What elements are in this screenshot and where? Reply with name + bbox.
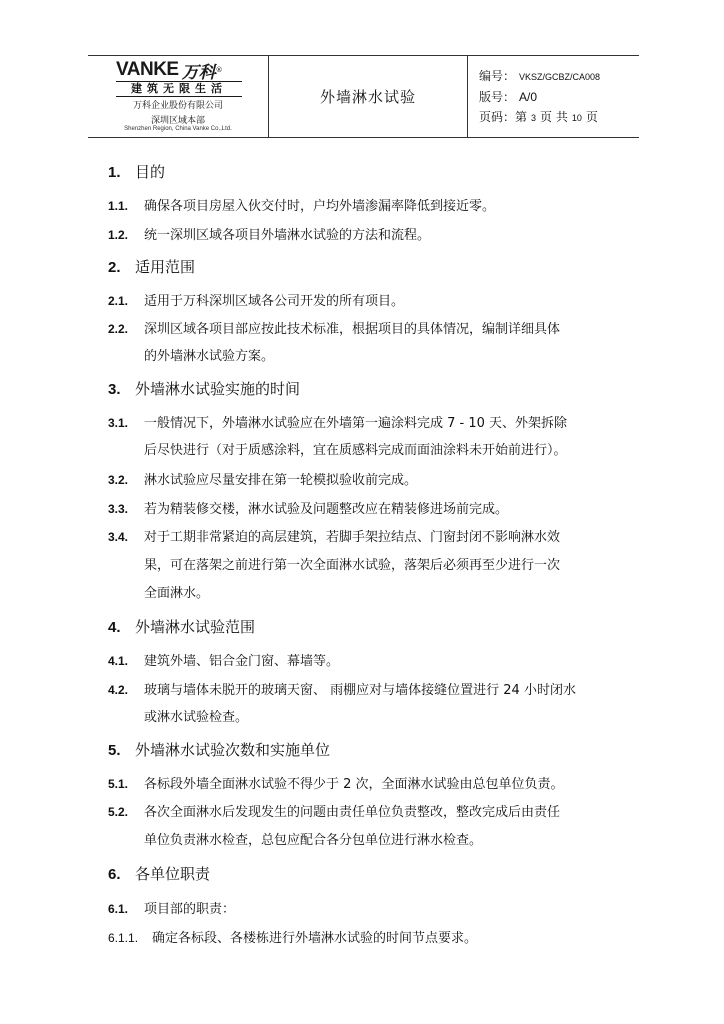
section-heading — [108, 863, 210, 884]
section-number: 2. — [108, 259, 121, 276]
sub-item-text: 确定各标段、各楼栋进行外墙淋水试验的时间节点要求。 — [152, 931, 478, 946]
item-number: 3.4. — [108, 530, 129, 544]
region-name: 深圳区域本部 — [150, 116, 205, 126]
code-label: 编号： — [479, 69, 516, 83]
version-value: A/0 — [519, 90, 538, 104]
section-number: 3. — [108, 381, 121, 398]
section-title: 外墙淋水试验实施的时间 — [135, 380, 301, 398]
section-heading — [108, 739, 330, 760]
version-row — [479, 88, 537, 105]
version-label: 版号： — [479, 90, 516, 104]
page-number: 3 — [531, 113, 537, 123]
list-item — [108, 801, 560, 820]
list-item — [108, 898, 235, 917]
item-number: 6.1. — [108, 902, 129, 916]
list-item — [108, 412, 567, 431]
sub-item-number: 6.1.1. — [108, 931, 139, 945]
section-title: 外墙淋水试验范围 — [135, 618, 256, 636]
item-number: 4.2. — [108, 683, 129, 697]
page-row — [479, 108, 598, 125]
item-number: 1.1. — [108, 199, 129, 213]
item-text: 适用于万科深圳区域各公司开发的所有项目。 — [144, 294, 405, 309]
company-name: 万科企业股份有限公司 — [132, 101, 223, 111]
item-continuation: 全面淋水。 — [144, 586, 210, 601]
item-number: 3.1. — [108, 416, 129, 430]
item-number: 4.1. — [108, 654, 129, 668]
section-heading — [108, 616, 255, 637]
list-item — [108, 526, 560, 545]
section-heading — [108, 378, 300, 399]
item-number: 5.2. — [108, 805, 129, 819]
code-row — [479, 67, 600, 84]
list-item — [108, 773, 564, 792]
item-text: 确保各项目房屋入伙交付时，户均外墙渗漏率降低到接近零。 — [144, 199, 496, 214]
section-title: 各单位职责 — [135, 865, 211, 883]
item-number: 2.1. — [108, 294, 129, 308]
list-item — [108, 318, 560, 337]
section-number: 5. — [108, 742, 121, 759]
page-label-prefix: 页码：第 — [479, 110, 528, 124]
item-continuation: 果，可在落架之前进行第一次全面淋水试验，落架后必须再至少进行一次 — [144, 558, 561, 573]
logo-latin-text: VANKE — [116, 59, 179, 80]
logo-cell — [88, 56, 269, 137]
item-number: 3.3. — [108, 502, 129, 516]
item-number: 3.2. — [108, 473, 129, 487]
item-text: 淋水试验应尽量安排在第一轮模拟验收前完成。 — [144, 473, 418, 488]
item-number: 2.2. — [108, 322, 129, 336]
list-item — [108, 290, 404, 309]
item-number: 1.2. — [108, 228, 129, 242]
document-header — [88, 55, 639, 138]
item-continuation: 或淋水试验检查。 — [144, 710, 249, 725]
section-number: 6. — [108, 866, 121, 883]
sub-list-item — [108, 927, 477, 946]
item-text: 对于工期非常紧迫的高层建筑，若脚手架拉结点、门窗封闭不影响淋水效 — [144, 530, 561, 545]
item-text: 若为精装修交楼，淋水试验及问题整改应在精装修进场前完成。 — [144, 502, 509, 517]
list-item — [108, 195, 495, 214]
item-text: 深圳区域各项目部应按此技术标准，根据项目的具体情况，编制详细具体 — [144, 322, 561, 337]
item-text: 一般情况下，外墙淋水试验应在外墙第一遍涂料完成 7 - 10 天、外架拆除 — [144, 416, 568, 431]
page-label-middle: 页 共 — [540, 110, 568, 124]
logo-slogan: 建筑无限生活 — [116, 81, 242, 97]
item-text: 统一深圳区域各项目外墙淋水试验的方法和流程。 — [144, 228, 431, 243]
section-title: 目的 — [135, 163, 166, 181]
item-text: 玻璃与墙体未脱开的玻璃天窗、 雨棚应对与墙体接缝位置进行 24 小时闭水 — [144, 683, 576, 698]
item-continuation: 的外墙淋水试验方案。 — [144, 349, 275, 364]
list-item — [108, 650, 339, 669]
page-total: 10 — [571, 113, 582, 123]
item-continuation: 后尽快进行（对于质感涂料，宜在质感料完成而面油涂料未开始前进行）。 — [144, 443, 567, 458]
vanke-logo — [116, 59, 240, 81]
section-title: 外墙淋水试验次数和实施单位 — [135, 741, 331, 759]
section-number: 1. — [108, 164, 121, 181]
list-item — [108, 469, 417, 488]
code-value: VKSZ/GCBZ/CA008 — [519, 72, 601, 82]
list-item — [108, 679, 576, 698]
list-item — [108, 224, 430, 243]
item-number: 5.1. — [108, 777, 129, 791]
item-text: 各次全面淋水后发现发生的问题由责任单位负责整改，整改完成后由责任 — [144, 805, 561, 820]
logo-chinese-text: 万科 — [181, 62, 216, 83]
item-continuation: 单位负责淋水检查，总包应配合各分包单位进行淋水检查。 — [144, 833, 483, 848]
registered-mark: ® — [215, 66, 223, 74]
section-heading — [108, 161, 165, 182]
page-label-suffix: 页 — [585, 110, 598, 124]
document-meta — [468, 56, 639, 137]
list-item — [108, 498, 508, 517]
section-title: 适用范围 — [135, 258, 196, 276]
item-text: 项目部的职责： — [144, 902, 236, 917]
document-title: 外墙淋水试验 — [269, 56, 468, 137]
item-text: 各标段外墙全面淋水试验不得少于 2 次，全面淋水试验由总包单位负责。 — [144, 777, 564, 792]
section-heading — [108, 256, 195, 277]
section-number: 4. — [108, 619, 121, 636]
region-name-english: Shenzhen Region, China Vanke Co.,Ltd. — [124, 126, 232, 132]
item-text: 建筑外墙、铝合金门窗、幕墙等。 — [144, 654, 340, 669]
